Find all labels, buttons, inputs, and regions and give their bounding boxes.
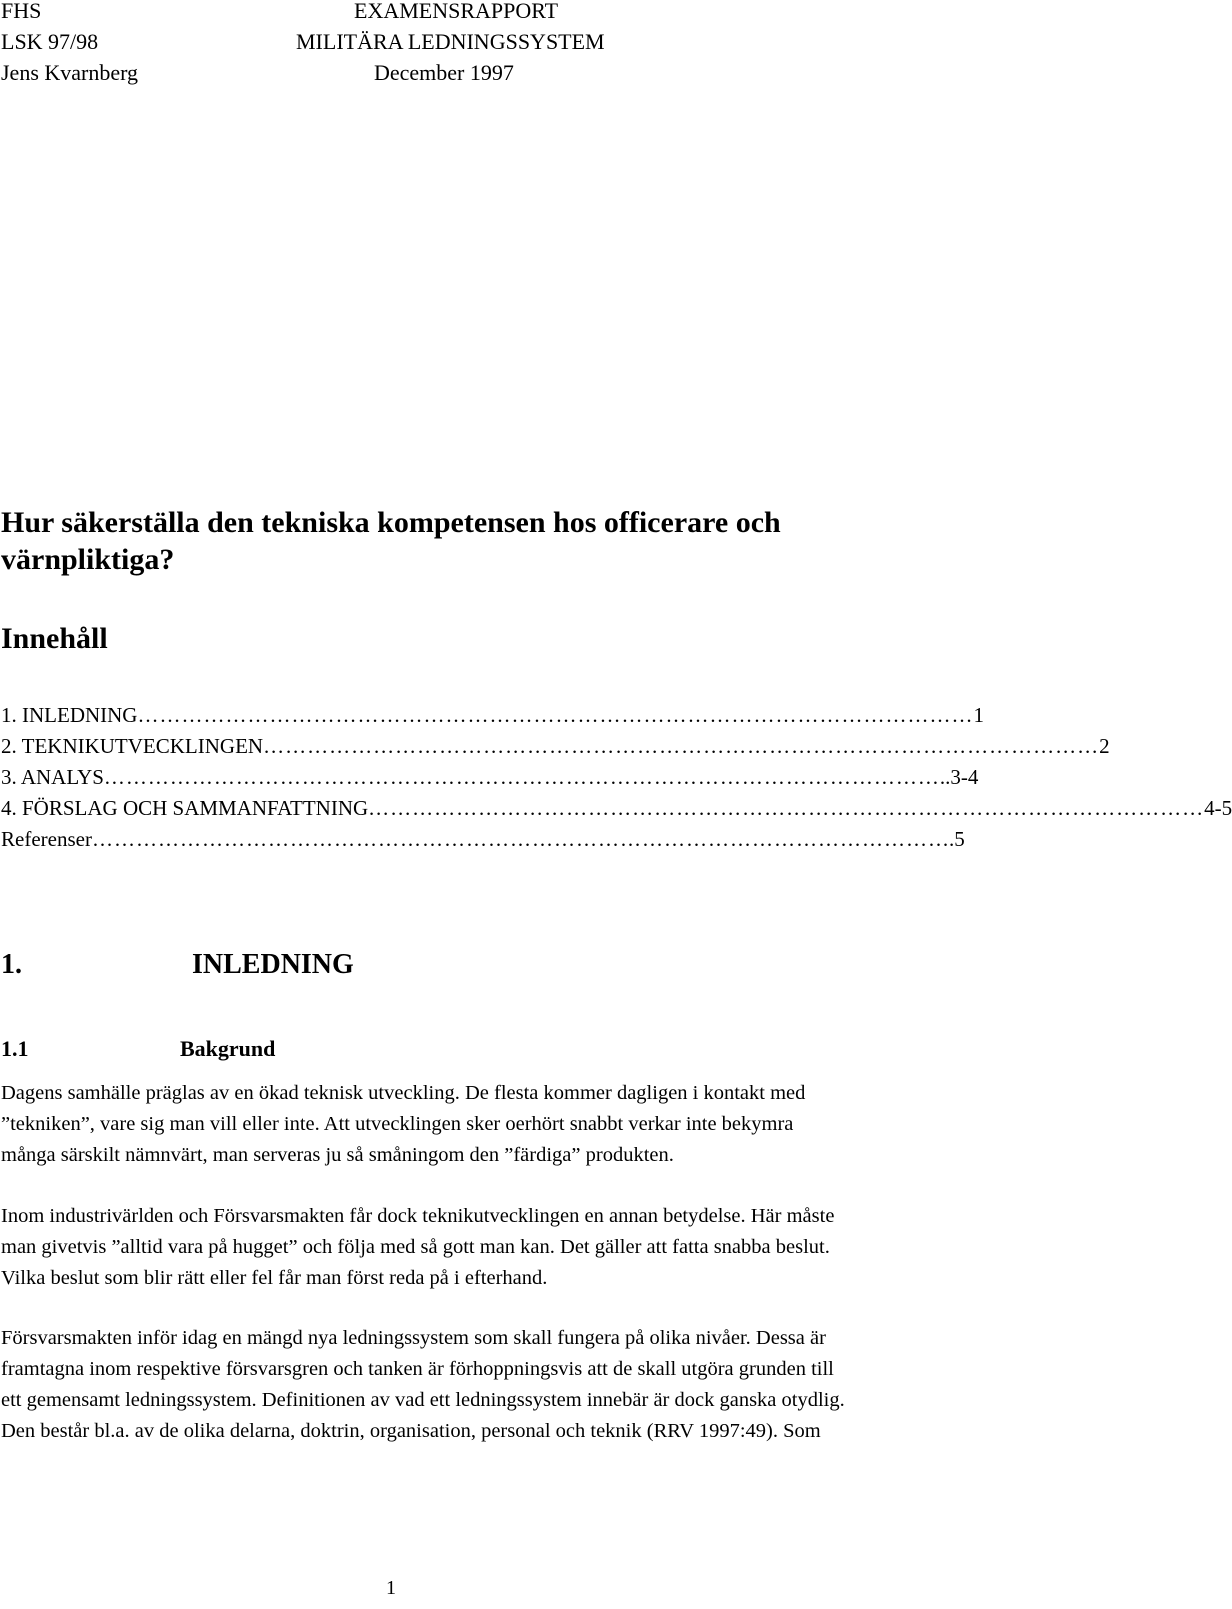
toc-entry[interactable] bbox=[1, 765, 979, 789]
section-title: INLEDNING bbox=[192, 949, 354, 980]
header-report-type: EXAMENSRAPPORT bbox=[354, 0, 559, 23]
document-title-line-2: värnpliktiga? bbox=[1, 543, 175, 576]
header-course: LSK 97/98 bbox=[1, 29, 99, 54]
paragraph-line: man givetvis ”alltid vara på hugget” och följa med så gott man kan. Det gäller att fatta snabba beslut. bbox=[1, 1236, 830, 1258]
paragraph-line: Dagens samhälle präglas av en ökad teknisk utveckling. De flesta kommer dagligen i kontakt med bbox=[1, 1082, 806, 1104]
paragraph-line: Inom industrivärlden och Försvarsmakten får dock teknikutvecklingen en annan betydelse. Här måste bbox=[1, 1205, 835, 1227]
toc-entry-label: 4. FÖRSLAG OCH SAMMANFATTNING bbox=[1, 796, 369, 820]
subsection-number: 1.1 bbox=[1, 1036, 29, 1061]
toc-leader-dots: …………………………………………………………………………………………………… bbox=[263, 734, 1100, 758]
toc-entry-page: ….5 bbox=[927, 827, 965, 851]
paragraph-line: många särskilt nämnvärt, man serveras ju så småningom den ”färdiga” produkten. bbox=[1, 1144, 674, 1166]
toc-heading: Innehåll bbox=[1, 622, 108, 655]
toc-leader-dots: …………………………………………………………………………………………………… bbox=[137, 703, 974, 727]
paragraph-line: Den består bl.a. av de olika delarna, doktrin, organisation, personal och teknik (RRV 1997:49). Som bbox=[1, 1420, 821, 1442]
header-author: Jens Kvarnberg bbox=[1, 60, 139, 85]
toc-entry-label: 1. INLEDNING bbox=[1, 703, 138, 727]
toc-entry-label: 3. ANALYS bbox=[1, 765, 104, 789]
section-number: 1. bbox=[1, 949, 22, 980]
paragraph-line: Vilka beslut som blir rätt eller fel får man först reda på i efterhand. bbox=[1, 1267, 548, 1289]
toc-entry-page: ..3-4 bbox=[939, 765, 979, 789]
toc-leader-dots: …………………………………………………………………………………………………… bbox=[91, 827, 928, 851]
paragraph-line: Försvarsmakten inför idag en mängd nya ledningssystem som skall fungera på olika nivåer. Dessa är bbox=[1, 1327, 826, 1349]
subsection-title: Bakgrund bbox=[180, 1036, 276, 1061]
toc-entry-page: 2 bbox=[1099, 734, 1110, 758]
toc-leader-dots: …………………………………………………………………………………………………… bbox=[368, 796, 1205, 820]
toc-entry-page: 1 bbox=[973, 703, 984, 727]
page-number: 1 bbox=[386, 1577, 396, 1599]
header-institution: FHS bbox=[1, 0, 42, 23]
toc-entry-page: 4-5 bbox=[1204, 796, 1232, 820]
toc-entry[interactable] bbox=[1, 796, 1232, 820]
toc-leader-dots: …………………………………………………………………………………………………… bbox=[103, 765, 940, 789]
header-date: December 1997 bbox=[374, 60, 514, 85]
header-subject: MILITÄRA LEDNINGSSYSTEM bbox=[296, 29, 605, 54]
toc-entry-label: Referenser bbox=[1, 827, 92, 851]
toc-entry[interactable] bbox=[1, 827, 965, 851]
paragraph-line: framtagna inom respektive försvarsgren och tanken är förhoppningsvis att de skall utgöra grunden till bbox=[1, 1358, 834, 1380]
toc-entry[interactable] bbox=[1, 703, 984, 727]
paragraph-line: ett gemensamt ledningssystem. Definitionen av vad ett ledningssystem innebär är dock ganska otydlig. bbox=[1, 1389, 845, 1411]
toc-entry-label: 2. TEKNIKUTVECKLINGEN bbox=[1, 734, 264, 758]
toc-entry[interactable] bbox=[1, 734, 1110, 758]
document-title-line-1: Hur säkerställa den tekniska kompetensen hos officerare och bbox=[1, 506, 781, 539]
paragraph-line: ”tekniken”, vare sig man vill eller inte. Att utvecklingen sker oerhört snabbt verkar inte bekymra bbox=[1, 1113, 794, 1135]
